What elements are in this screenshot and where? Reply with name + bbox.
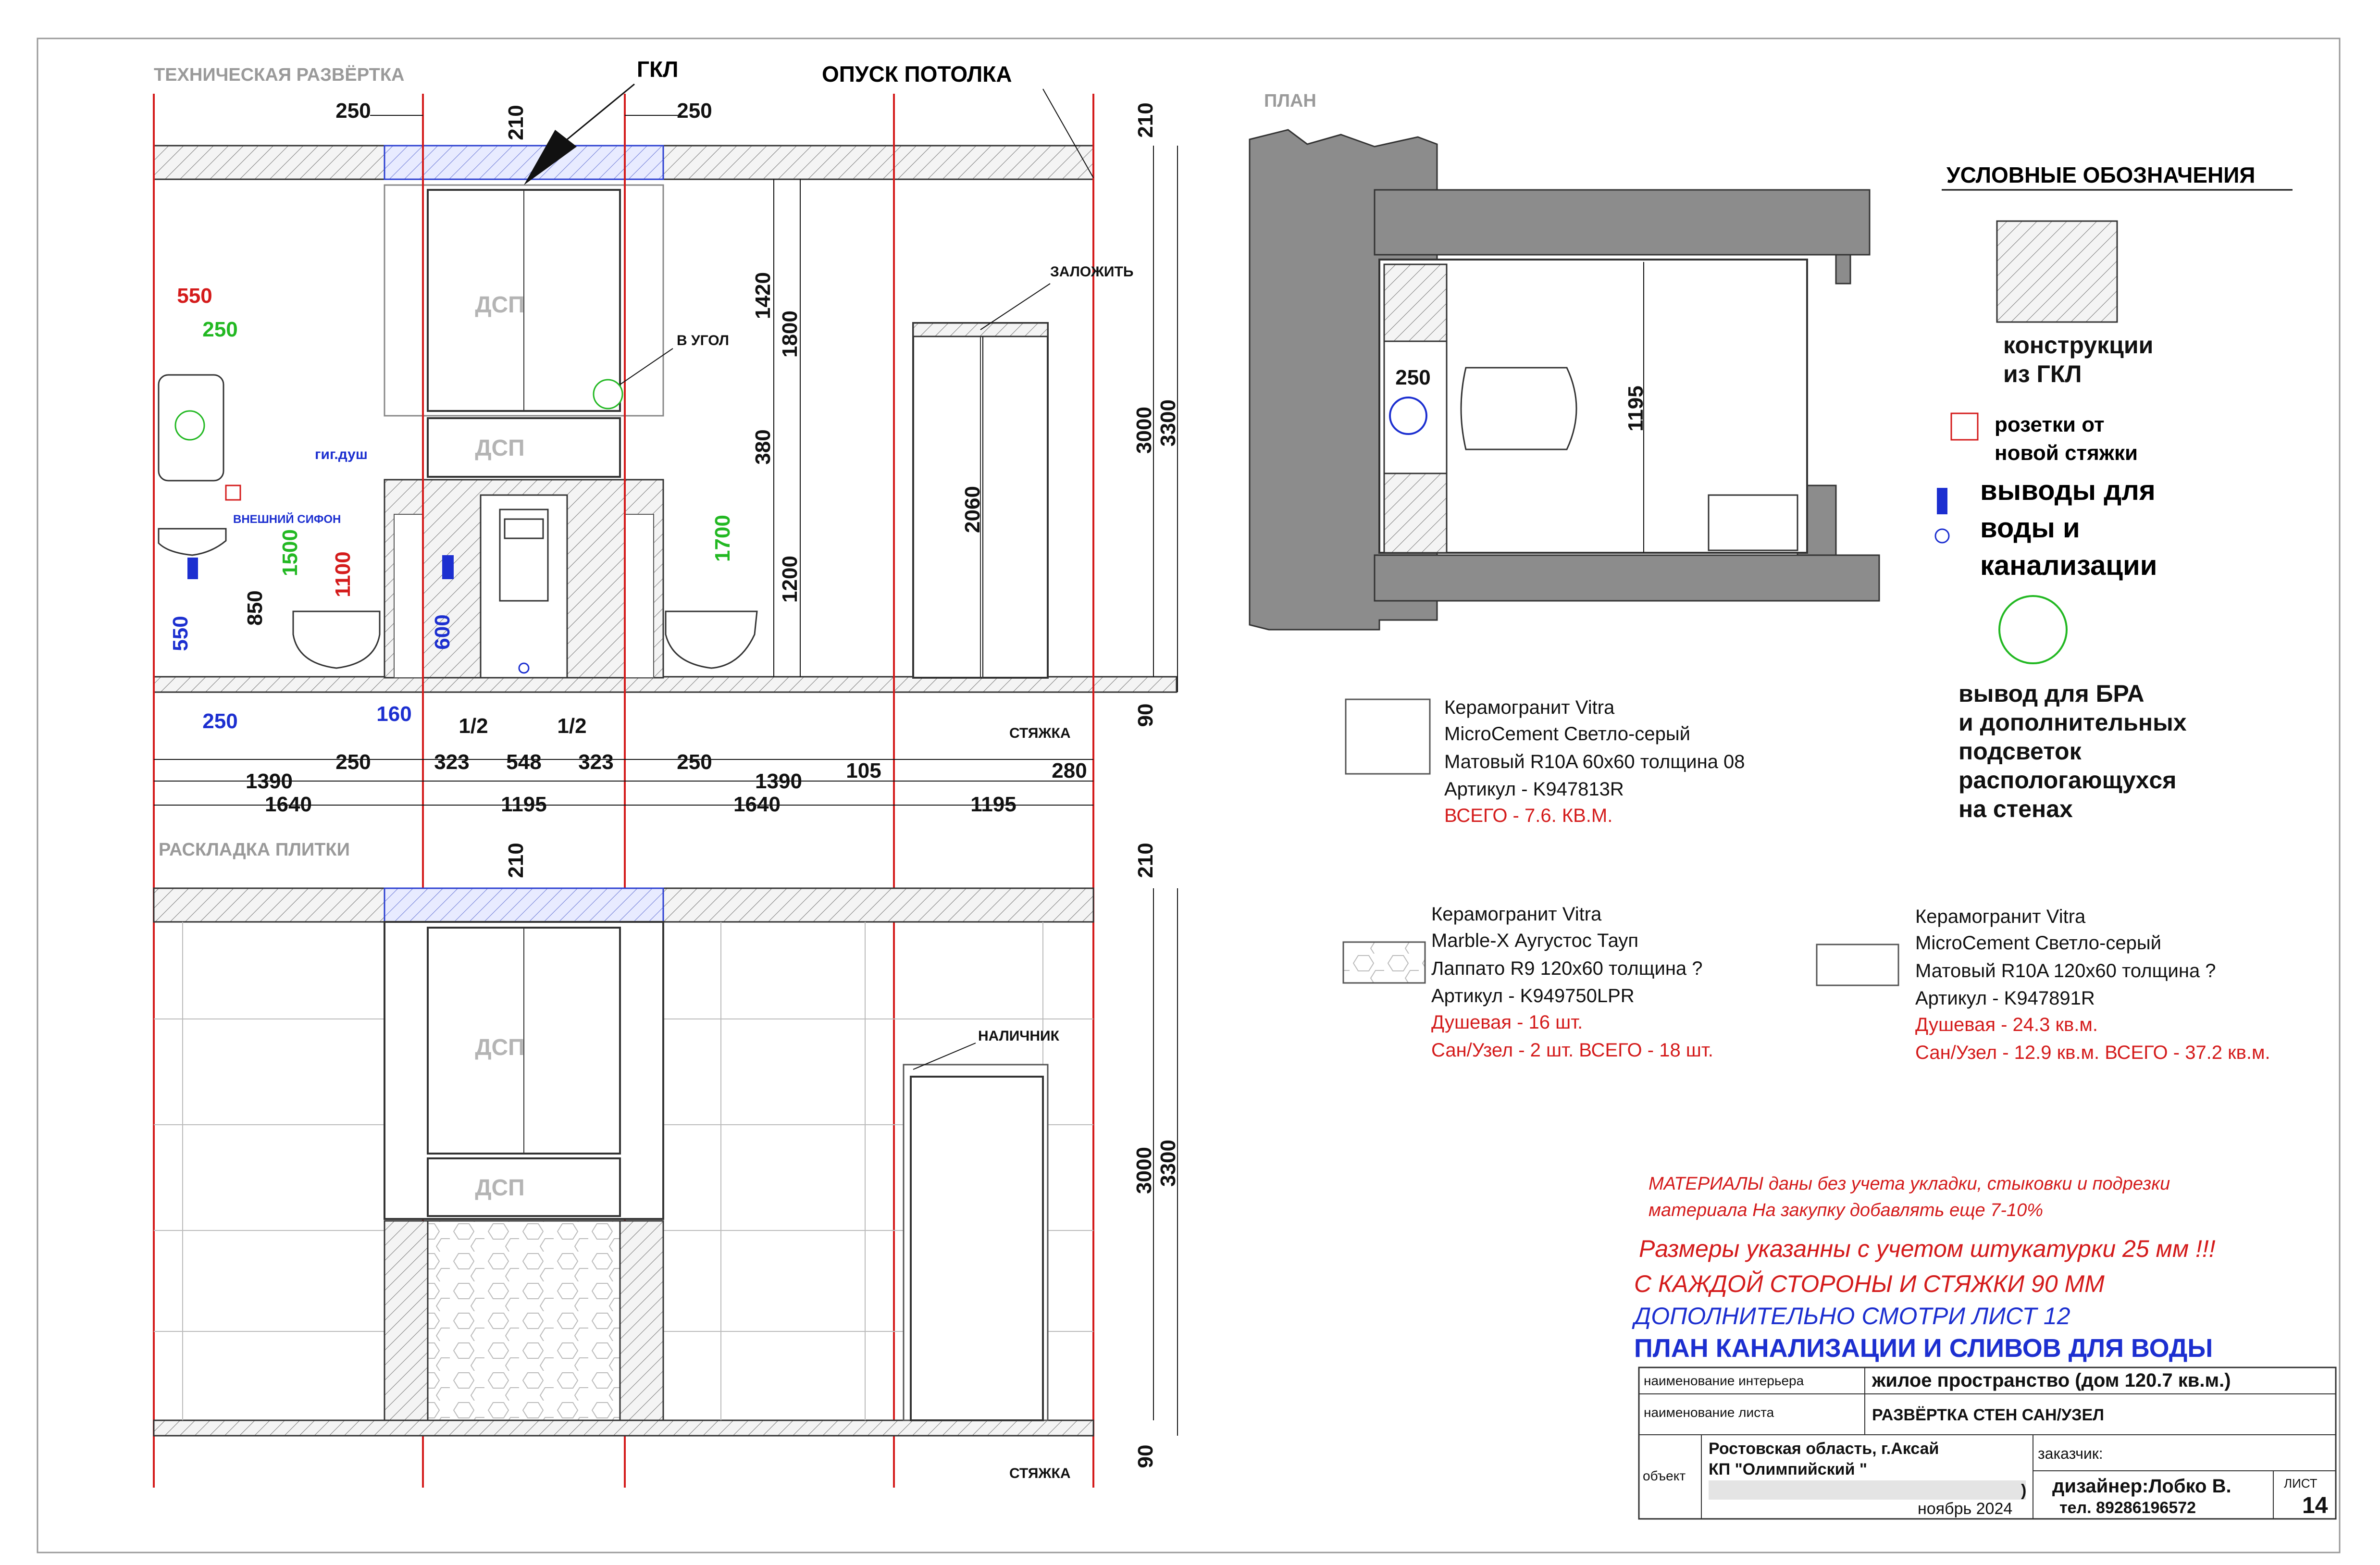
material-3-line-3: Матовый R10A 120x60 толщина ? [1915, 960, 2216, 981]
dim-850: 850 [243, 590, 267, 626]
dim-250-top-right: 250 [677, 99, 712, 123]
dim-250-top-left: 250 [335, 99, 371, 123]
socket-icon-left [226, 485, 240, 500]
wall-bottom [1375, 555, 1879, 601]
screed-callout-1: СТЯЖКА [1009, 725, 1071, 741]
legend-outlets-1: выводы для [1980, 475, 2156, 506]
dim-1100-red: 1100 [331, 551, 355, 597]
tb-sheet-name-value: РАЗВЁРТКА СТЕН САН/УЗЕЛ [1872, 1406, 2104, 1424]
dim-b1640-left: 1640 [265, 793, 312, 816]
note-see-sheet: ДОПОЛНИТЕЛЬНО СМОТРИ ЛИСТ 12 [1634, 1303, 2070, 1329]
dsp-label-upper: ДСП [475, 292, 525, 318]
tb-date: ноябрь 2024 [1918, 1500, 2013, 1518]
tb-object-1: Ростовская область, г.Аксай [1709, 1440, 1939, 1458]
material-2-line-2: Marble-X Аугустос Тауп [1431, 930, 1639, 951]
tb-client-label: заказчик: [2038, 1445, 2103, 1462]
tb-sheet-name-label: наименование листа [1644, 1405, 1774, 1420]
material-swatch-3 [1817, 944, 1898, 985]
tb-object-3: ) [2021, 1481, 2027, 1500]
gkl-ceiling-section [384, 146, 663, 179]
tb-phone: тел. 89286196572 [2059, 1499, 2196, 1517]
floor-plan [1250, 91, 1879, 630]
dim-b323-right: 323 [578, 750, 614, 774]
tile-section-title: РАСКЛАДКА ПЛИТКИ [159, 840, 350, 860]
material-3-line-1: Керамогранит Vitra [1915, 906, 2086, 927]
dim-1700-green: 1700 [711, 515, 734, 562]
tile-floor-screed [154, 1420, 1093, 1436]
material-3-line-4: Артикул - K947891R [1915, 988, 2095, 1009]
material-1-line-2: MicroCement Светло-серый [1444, 723, 1690, 745]
note-drain-plan: ПЛАН КАНАЛИЗАЦИИ И СЛИВОВ ДЛЯ ВОДЫ [1634, 1334, 2213, 1363]
note-materials-2: материала На закупку добавлять еще 7-10% [1649, 1200, 2044, 1220]
note-plaster-2: С КАЖДОЙ СТОРОНЫ И СТЯЖКИ 90 ММ [1634, 1270, 2105, 1297]
dim-b1640-right: 1640 [733, 793, 781, 816]
legend-light-4: распологающуxся [1959, 767, 2177, 794]
dim-1200: 1200 [778, 556, 802, 603]
material-3-line-2: MicroCement Светло-серый [1915, 932, 2161, 954]
dim-half-2: 1/2 [557, 714, 587, 738]
material-3-shower: Душевая - 24.3 кв.м. [1915, 1014, 2098, 1035]
gkl-callout: ГКЛ [637, 57, 679, 82]
plan-basin [1709, 495, 1797, 550]
tb-object-2: КП "Олимпийский " [1709, 1460, 1868, 1478]
plan-drain-icon [1390, 397, 1426, 434]
material-1-line-1: Керамогранит Vitra [1444, 697, 1615, 718]
dim-210-top: 210 [504, 105, 528, 140]
dim-b250-right: 250 [677, 750, 712, 774]
materials [1343, 697, 2270, 1063]
dim-1420: 1420 [751, 272, 775, 319]
dim-90-top: 90 [1134, 703, 1157, 727]
legend-light-2: и дополнительных [1959, 709, 2187, 736]
material-2-line-3: Лаппато R9 120x60 толщина ? [1431, 958, 1703, 979]
tb-sheet-number: 14 [2302, 1493, 2328, 1518]
plan-section-title: ПЛАН [1264, 91, 1316, 111]
note-materials-1: МАТЕРИАЛЫ даны без учета укладки, стыковки и подрезки [1649, 1174, 2170, 1194]
dsp-label-upper-2: ДСП [475, 1035, 525, 1060]
dim-210-right: 210 [1134, 102, 1157, 138]
dim-1500-green: 1500 [278, 529, 302, 576]
dim-550-red: 550 [177, 284, 212, 308]
tb-interior-value: жилое пространство (дом 120.7 кв.м.) [1872, 1370, 2231, 1391]
tb-designer: дизайнер:Лобко В. [2052, 1476, 2231, 1497]
ceiling-drop-callout: ОПУСК ПОТОЛКА [822, 62, 1012, 87]
tb-interior-label: наименование интерьера [1644, 1373, 1804, 1388]
water-outlet-left [187, 558, 198, 579]
door-leaf [911, 1077, 1043, 1420]
light-outlet-icon-left [175, 411, 204, 440]
legend-light-3: подсветок [1959, 738, 2082, 765]
flush-plate [505, 519, 543, 538]
material-1-total: ВСЕГО - 7.6. КВ.М. [1444, 805, 1613, 826]
tb-object-label: объект [1643, 1468, 1686, 1483]
dim-b105: 105 [846, 759, 881, 782]
floor-screed [154, 677, 1177, 692]
plan-dim-1195: 1195 [1624, 385, 1648, 432]
legend-title: УСЛОВНЫЕ ОБОЗНАЧЕНИЯ [1946, 162, 2256, 187]
dim-b548: 548 [506, 750, 542, 774]
note-plaster-1: Размеры указанны с учетом штукатурки 25 мм !!! [1639, 1235, 2216, 1262]
tile-layout [154, 840, 1180, 1481]
legend-socket-2: новой стяжки [1995, 441, 2138, 465]
corner-callout: В УГОЛ [677, 333, 729, 348]
legend-gkl-1: конструкции [2003, 332, 2154, 359]
dim-b323-left: 323 [434, 750, 470, 774]
legend-outlets-2: воды и [1980, 512, 2080, 544]
legend-light-5: на стенах [1959, 795, 2073, 822]
tile-dim-210-top: 210 [504, 843, 528, 878]
legend-gkl-2: из ГКЛ [2003, 360, 2082, 387]
tile-dim-3300: 3300 [1156, 1140, 1180, 1187]
tech-section-title: ТЕХНИЧЕСКАЯ РАЗВЁРТКА [154, 65, 405, 85]
socket-legend-icon [1951, 413, 1978, 440]
material-3-total: Сан/Узел - 12.9 кв.м. ВСЕГО - 37.2 кв.м. [1915, 1042, 2270, 1063]
washbasin [159, 529, 226, 555]
tile-dim-210-right: 210 [1134, 843, 1157, 878]
plan-dim-250: 250 [1395, 366, 1431, 389]
dim-b1390-right: 1390 [755, 770, 802, 793]
material-2-line-1: Керамогранит Vitra [1431, 904, 1602, 925]
material-2-shower: Душевая - 16 шт. [1431, 1012, 1583, 1033]
tb-object-redacted [1709, 1480, 2026, 1500]
wc-bowl-left [293, 611, 380, 668]
hyg-shower-callout: гиг.душ [315, 447, 368, 462]
outlet-legend-icon [1937, 488, 1947, 514]
material-1-line-4: Артикул - K947813R [1444, 779, 1624, 800]
tile-dim-3000: 3000 [1132, 1147, 1156, 1194]
material-swatch-2 [1343, 942, 1425, 983]
mosaic-tile-area [428, 1221, 620, 1420]
zalozhit-callout: ЗАЛОЖИТЬ [1050, 264, 1134, 280]
dim-380: 380 [751, 429, 775, 465]
dim-250-green: 250 [202, 318, 238, 341]
trim-callout: НАЛИЧНИК [978, 1028, 1059, 1044]
dim-160-blue: 160 [376, 702, 412, 726]
dim-2060: 2060 [961, 486, 984, 533]
dim-b1390-left: 1390 [246, 770, 293, 793]
dim-b280: 280 [1052, 759, 1087, 782]
plan-wc [1461, 368, 1576, 449]
dsp-label-lower: ДСП [475, 435, 525, 461]
hygienic-shower-outlet [442, 555, 454, 579]
notes [1632, 1174, 2216, 1363]
dim-b1195-center: 1195 [501, 793, 547, 816]
dim-600-blue: 600 [431, 614, 454, 650]
tile-dim-90: 90 [1134, 1444, 1157, 1468]
dim-half-1: 1/2 [459, 714, 488, 738]
dsp-label-lower-2: ДСП [475, 1175, 525, 1201]
dim-b250-left: 250 [335, 750, 371, 774]
dim-1800: 1800 [778, 311, 802, 358]
legend-outlets-3: канализации [1980, 550, 2157, 581]
legend-light-1: вывод для БРА [1959, 680, 2144, 707]
light-legend-icon [1999, 596, 2067, 663]
dim-250-blue: 250 [202, 709, 238, 733]
ext-siphon-callout: ВНЕШНИЙ СИФОН [233, 513, 341, 526]
wc-bowl-right [666, 611, 757, 668]
tb-sheet-label: ЛИСТ [2284, 1476, 2318, 1490]
dim-3300: 3300 [1156, 399, 1180, 447]
legend-socket-1: розетки от [1995, 413, 2105, 436]
title-block [1639, 1367, 2336, 1519]
light-outlet-icon-right [594, 380, 622, 409]
material-swatch-1 [1346, 699, 1430, 774]
legend [1935, 162, 2293, 822]
dim-b1195-right: 1195 [970, 793, 1016, 816]
dim-3000: 3000 [1132, 407, 1156, 454]
material-2-total: Сан/Узел - 2 шт. ВСЕГО - 18 шт. [1431, 1040, 1713, 1061]
material-1-line-3: Матовый R10A 60x60 толщина 08 [1444, 751, 1745, 772]
screed-callout-2: СТЯЖКА [1009, 1466, 1071, 1481]
material-2-line-4: Артикул - K949750LPR [1431, 985, 1635, 1006]
dim-550-blue: 550 [169, 616, 192, 651]
gkl-legend-swatch [1997, 221, 2117, 322]
